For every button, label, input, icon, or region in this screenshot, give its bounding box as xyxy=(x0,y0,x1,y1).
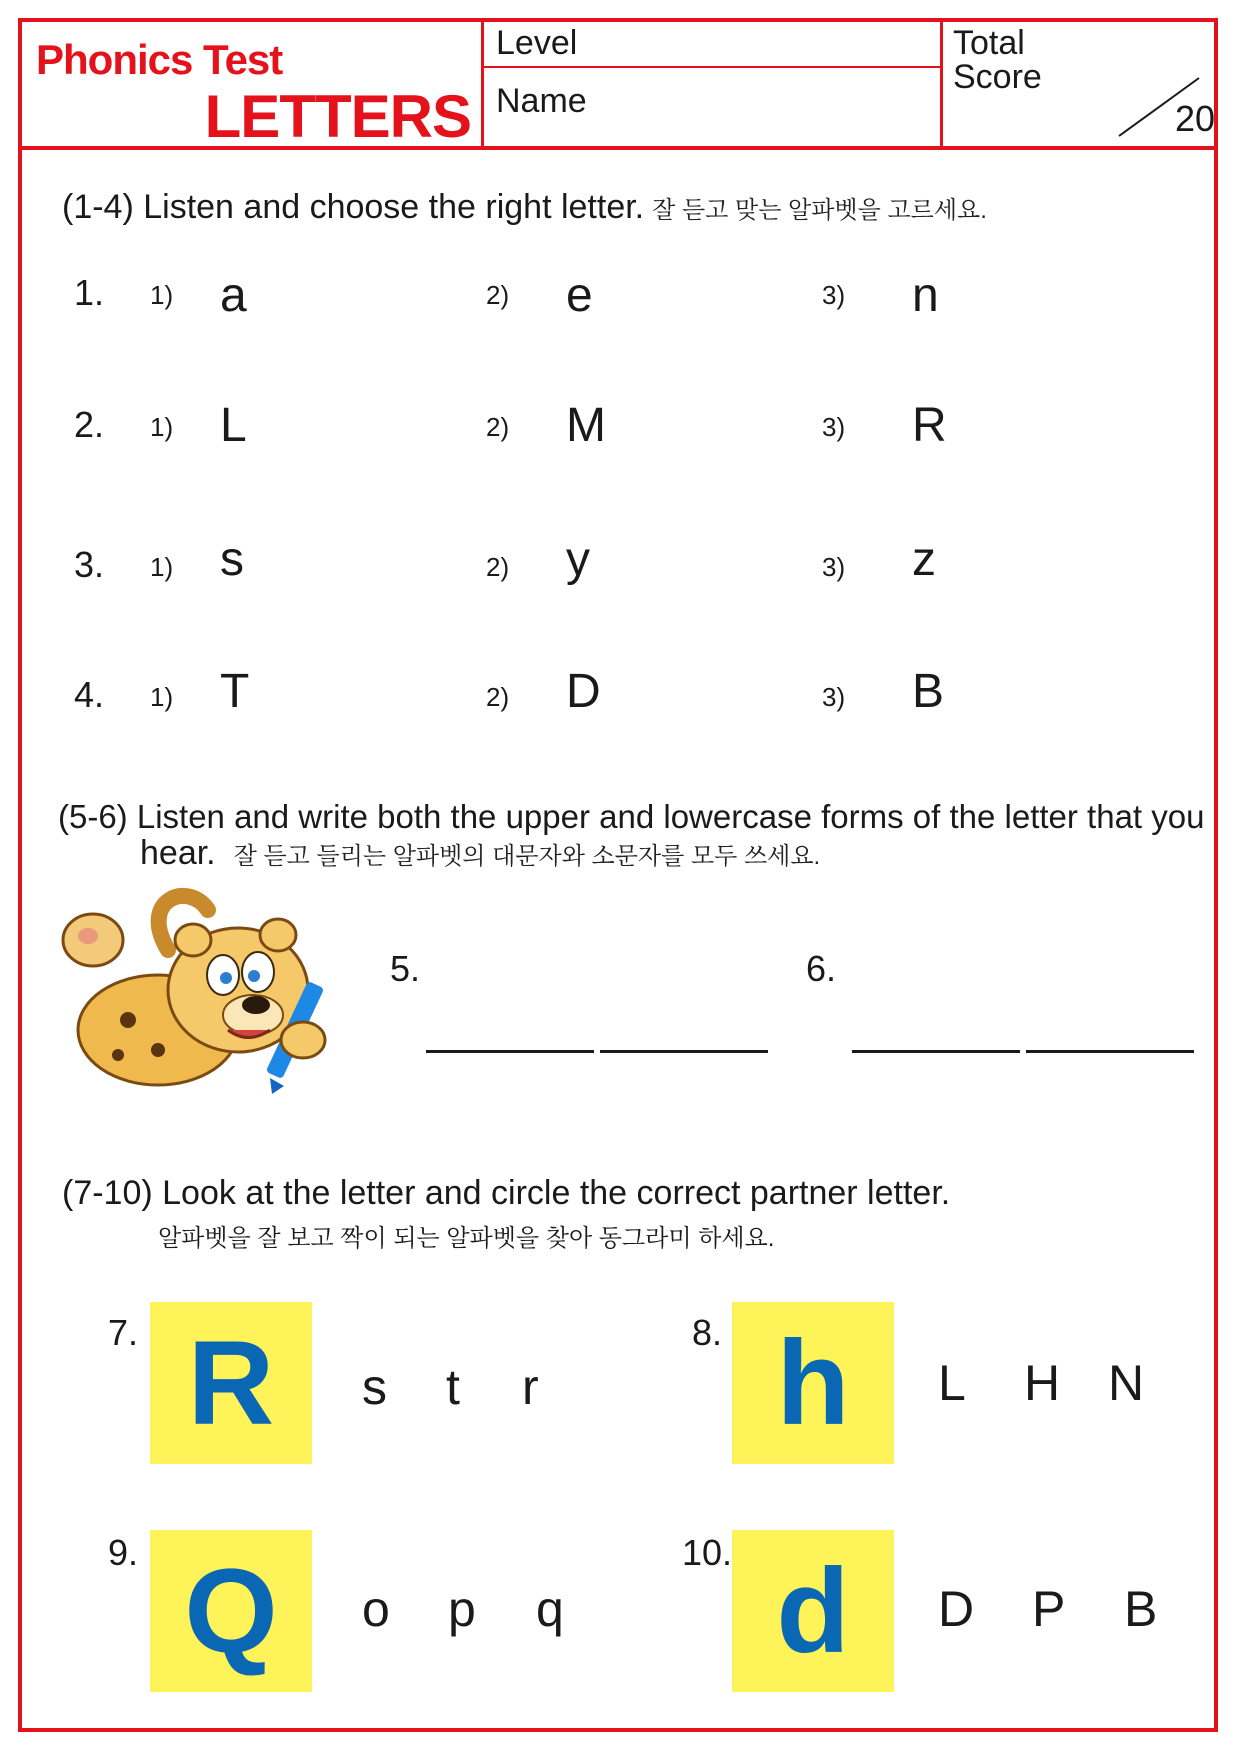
choice-letter[interactable]: L xyxy=(938,1355,966,1411)
card-letter: Q xyxy=(184,1544,278,1678)
score-label-total: Total xyxy=(953,24,1025,62)
section1-instruction xyxy=(62,188,987,227)
name-label: Name xyxy=(496,82,587,120)
choice-letter[interactable]: D xyxy=(938,1581,975,1637)
card-letter: h xyxy=(776,1316,850,1450)
q5-lowercase-blank[interactable] xyxy=(600,1050,768,1053)
option-letter[interactable]: z xyxy=(912,533,936,586)
score-field[interactable] xyxy=(943,22,1214,146)
option-number: 3) xyxy=(822,552,846,582)
choice-letter[interactable]: s xyxy=(362,1359,387,1415)
test-subject: LETTERS xyxy=(204,83,471,150)
option-letter[interactable]: n xyxy=(912,269,939,322)
option-letter[interactable]: s xyxy=(220,533,244,586)
question-number: 6. xyxy=(806,948,837,989)
option-number: 2) xyxy=(486,682,510,712)
section2-instruction-kor: 잘 듣고 들리는 알파벳의 대문자와 소문자를 모두 쓰세요. xyxy=(233,843,821,870)
option-number: 3) xyxy=(822,412,846,442)
section2-instruction-line2 xyxy=(140,834,820,873)
question-number: 4. xyxy=(74,674,105,715)
choice-letter[interactable]: P xyxy=(1032,1581,1066,1637)
test-title: Phonics Test xyxy=(36,36,283,83)
option-letter[interactable]: B xyxy=(912,665,945,718)
question-number: 7. xyxy=(108,1312,139,1353)
option-letter[interactable]: T xyxy=(220,665,250,718)
question-number: 1. xyxy=(74,272,105,313)
section3-instruction-kor: 알파벳을 잘 보고 짝이 되는 알파벳을 찾아 동그라미 하세요. xyxy=(158,1225,775,1252)
option-letter[interactable]: R xyxy=(912,399,947,452)
question-number: 10. xyxy=(682,1532,733,1573)
q6-uppercase-blank[interactable] xyxy=(852,1050,1020,1053)
choice-letter[interactable]: t xyxy=(446,1359,460,1415)
question-number: 3. xyxy=(74,544,105,585)
option-number: 3) xyxy=(822,280,846,310)
choice-letter[interactable]: q xyxy=(536,1581,564,1637)
question-number: 2. xyxy=(74,404,105,445)
worksheet-frame xyxy=(18,18,1218,1732)
choice-letter[interactable]: H xyxy=(1024,1355,1061,1411)
option-number: 1) xyxy=(150,552,174,582)
option-number: 3) xyxy=(822,682,846,712)
letter-card xyxy=(150,1302,312,1464)
option-number: 2) xyxy=(486,412,510,442)
choice-letter[interactable]: o xyxy=(362,1581,390,1637)
level-label: Level xyxy=(496,24,578,62)
header xyxy=(22,22,1214,150)
option-letter[interactable]: L xyxy=(220,399,247,452)
option-number: 1) xyxy=(150,412,174,442)
option-letter[interactable]: y xyxy=(566,533,590,586)
score-total: 20 xyxy=(1175,98,1216,139)
title-cell xyxy=(22,22,484,150)
question-number: 9. xyxy=(108,1532,139,1573)
option-letter[interactable]: M xyxy=(566,399,606,452)
card-letter: d xyxy=(776,1544,850,1678)
option-number: 1) xyxy=(150,280,174,310)
letter-card xyxy=(732,1530,894,1692)
question-number: 5. xyxy=(390,948,421,989)
choice-letter[interactable]: r xyxy=(522,1359,539,1415)
letter-card xyxy=(150,1530,312,1692)
option-letter[interactable]: a xyxy=(220,269,247,322)
card-letter: R xyxy=(187,1316,275,1450)
choice-letter[interactable]: N xyxy=(1108,1355,1145,1411)
section3-instruction: (7-10) Look at the letter and circle the correct partner letter. xyxy=(62,1174,951,1212)
letter-card xyxy=(732,1302,894,1464)
section1-instruction-kor: 잘 듣고 맞는 알파벳을 고르세요. xyxy=(652,197,987,224)
choice-letter[interactable]: B xyxy=(1124,1581,1158,1637)
section2-instruction-line1: (5-6) Listen and write both the upper and lowercase forms of the letter that you xyxy=(58,798,1205,835)
level-field[interactable] xyxy=(484,22,943,68)
q6-lowercase-blank[interactable] xyxy=(1026,1050,1194,1053)
q5-uppercase-blank[interactable] xyxy=(426,1050,594,1053)
score-label xyxy=(953,26,1042,94)
score-label-score: Score xyxy=(953,58,1042,96)
option-number: 2) xyxy=(486,552,510,582)
option-letter[interactable]: e xyxy=(566,269,593,322)
leopard-drawing-icon xyxy=(48,880,368,1100)
option-number: 1) xyxy=(150,682,174,712)
name-field[interactable] xyxy=(484,68,943,146)
option-number: 2) xyxy=(486,280,510,310)
question-number: 8. xyxy=(692,1312,723,1353)
option-letter[interactable]: D xyxy=(566,665,601,718)
choice-letter[interactable]: p xyxy=(448,1581,476,1637)
section1-instruction-en: (1-4) Listen and choose the right letter. xyxy=(62,188,645,226)
section2-instruction-hear: hear. xyxy=(140,834,216,872)
